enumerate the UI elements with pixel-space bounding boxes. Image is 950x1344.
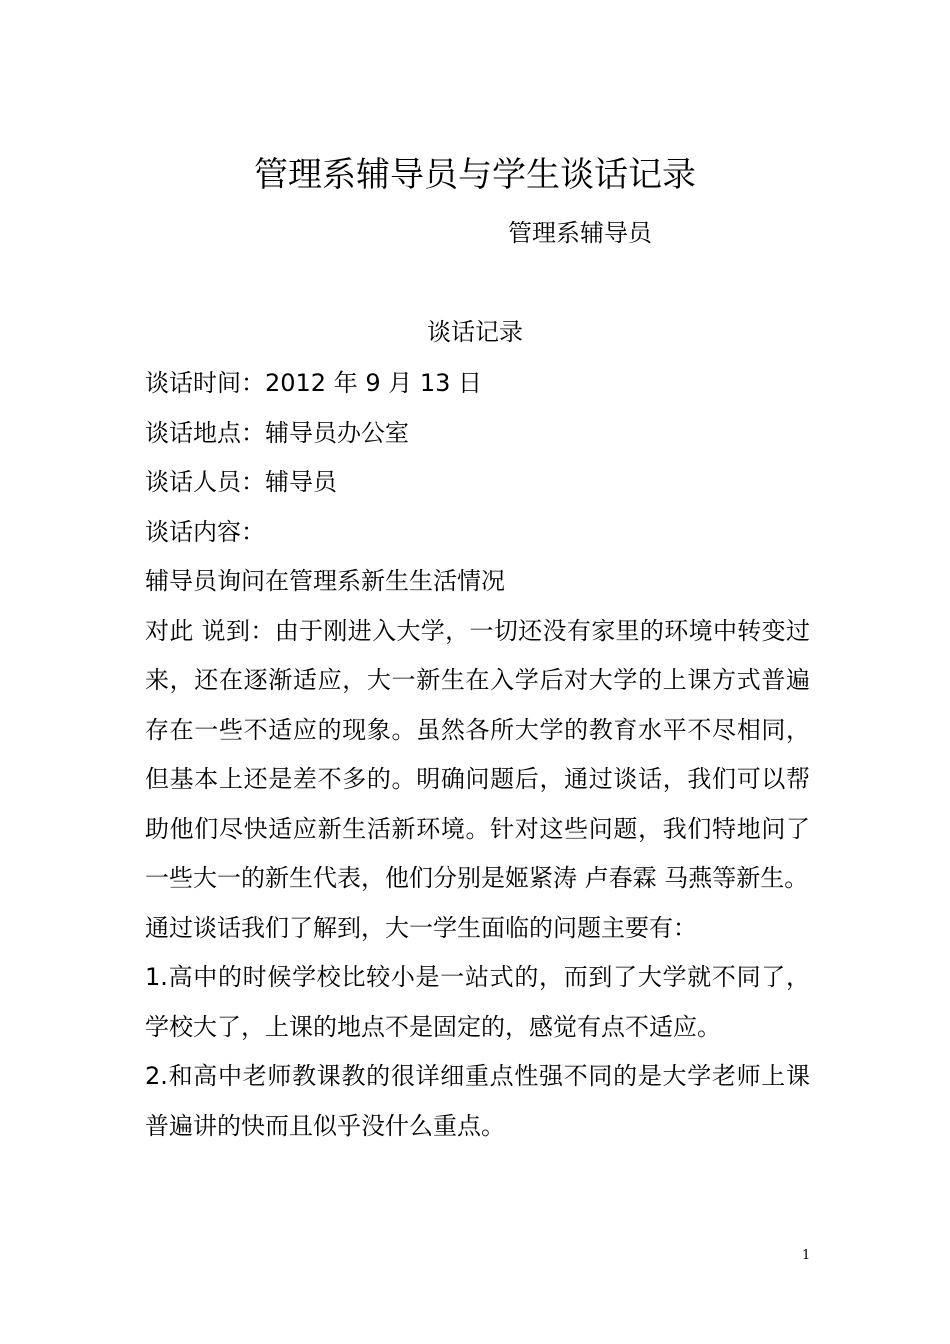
section-heading: 谈话记录 <box>427 318 523 346</box>
field-location: 谈话地点：辅导员办公室 <box>145 418 409 447</box>
paragraph-response: 对此 说到：由于刚进入大学，一切还没有家里的环境中转变过来，还在逐渐适应，大一新生在入学后对大学的上课方式普遍存在一些不适应的现象。虽然各所大学的教育水平不尽相同，但基本上还是差不多的。明确问题后，通过谈话，我们可以帮助他们尽快适应新生活新环境。针对这些问题，我们特地问了一些大一的新生代表，他们分别是姬紧涛 卢春霖 马燕等新生。 <box>145 616 810 892</box>
list-item-1: 1.高中的时候学校比较小是一站式的，而到了大学就不同了，学校大了，上课的地点不是固定的，感觉有点不适应。 <box>145 963 810 1041</box>
page-number: 1 <box>802 1248 811 1263</box>
paragraph-summary: 通过谈话我们了解到，大一学生面临的问题主要有： <box>145 913 697 942</box>
document-title: 管理系辅导员与学生谈话记录 <box>254 155 696 195</box>
document-body <box>145 359 810 1151</box>
list-item-2: 2.和高中老师教课教的很详细重点性强不同的是大学老师上课普遍讲的快而且似乎没什么重点。 <box>145 1062 810 1140</box>
paragraph-inquiry: 辅导员询问在管理系新生生活情况 <box>145 567 505 595</box>
field-content-label: 谈话内容： <box>145 517 265 546</box>
field-time: 谈话时间：2012 年 9 月 13 日 <box>145 369 483 397</box>
field-participants: 谈话人员：辅导员 <box>145 468 337 496</box>
document-subtitle: 管理系辅导员 <box>508 219 652 247</box>
